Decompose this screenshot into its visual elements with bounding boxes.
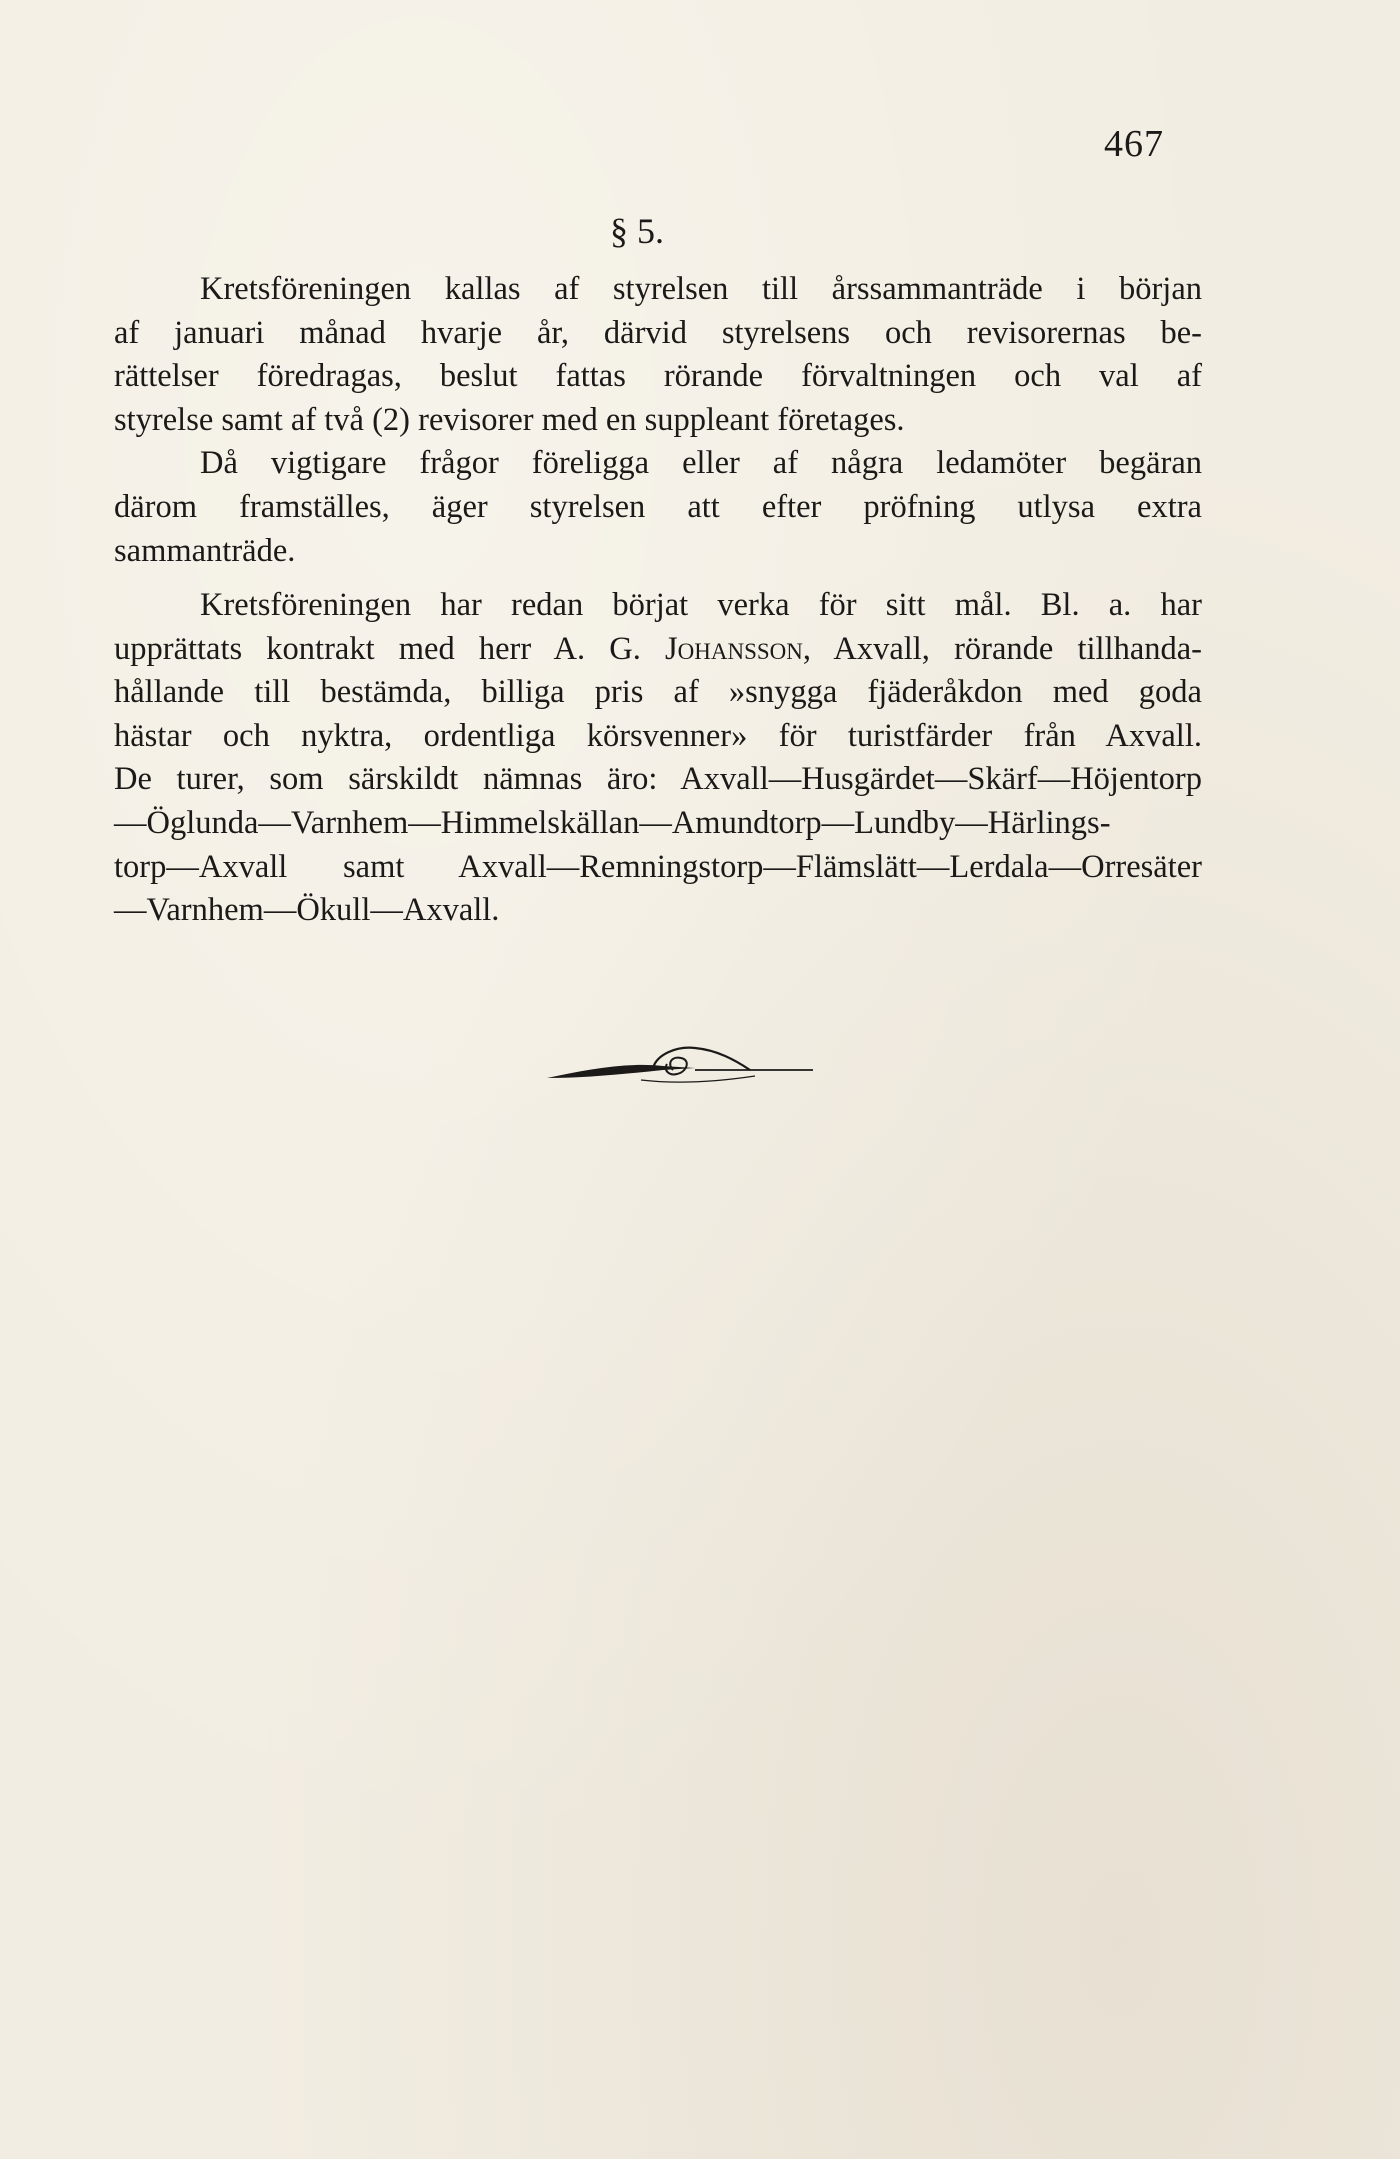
decorative-flourish-icon xyxy=(545,1040,815,1090)
text-line: sammanträde. xyxy=(114,532,296,569)
text-line: styrelse samt af två (2) revisorer med en suppleant företages. xyxy=(114,401,905,438)
text-line: af januari månad hvarje år, därvid styrelsens och revisorernas be- xyxy=(114,314,1202,351)
text-line: rättelser föredragas, beslut fattas rörande förvaltningen och val af xyxy=(114,358,1202,395)
section-heading: § 5. xyxy=(610,211,664,251)
text-line: därom framställes, äger styrelsen att efter pröfning utlysa extra xyxy=(114,488,1202,525)
text-line: hästar och nyktra, ordentliga körsvenner» för turistfärder från Axvall. xyxy=(114,717,1202,754)
text-line: —Öglunda—Varnhem—Himmelskällan—Amundtorp—Lundby—Härlings- xyxy=(114,804,1111,841)
text-line: —Varnhem—Ökull—Axvall. xyxy=(114,892,500,929)
text-fragment: upprättats kontrakt med herr A. G. xyxy=(114,630,665,667)
text-fragment: , Axvall, rörande tillhanda- xyxy=(802,630,1202,667)
text-line xyxy=(114,628,1202,672)
text-line: Kretsföreningen har redan börjat verka för sitt mål. Bl. a. har xyxy=(200,587,1202,623)
text-line: hållande till bestämda, billiga pris af »snygga fjäderåkdon med goda xyxy=(114,674,1202,711)
paragraph-contract xyxy=(114,584,1202,933)
page-number: 467 xyxy=(1104,123,1164,165)
text-line: De turer, som särskildt nämnas äro: Axvall—Husgärdet—Skärf—Höjentorp xyxy=(114,761,1202,798)
text-line: torp—Axvall samt Axvall—Remningstorp—Flämslätt—Lerdala—Orresäter xyxy=(114,848,1202,885)
text-line: Kretsföreningen kallas af styrelsen till årssammanträde i början xyxy=(200,271,1202,307)
text-line: Då vigtigare frågor föreligga eller af några ledamöter begäran xyxy=(200,445,1202,482)
person-name: Johansson xyxy=(664,630,803,667)
paragraph-annual-meeting xyxy=(114,268,1202,573)
